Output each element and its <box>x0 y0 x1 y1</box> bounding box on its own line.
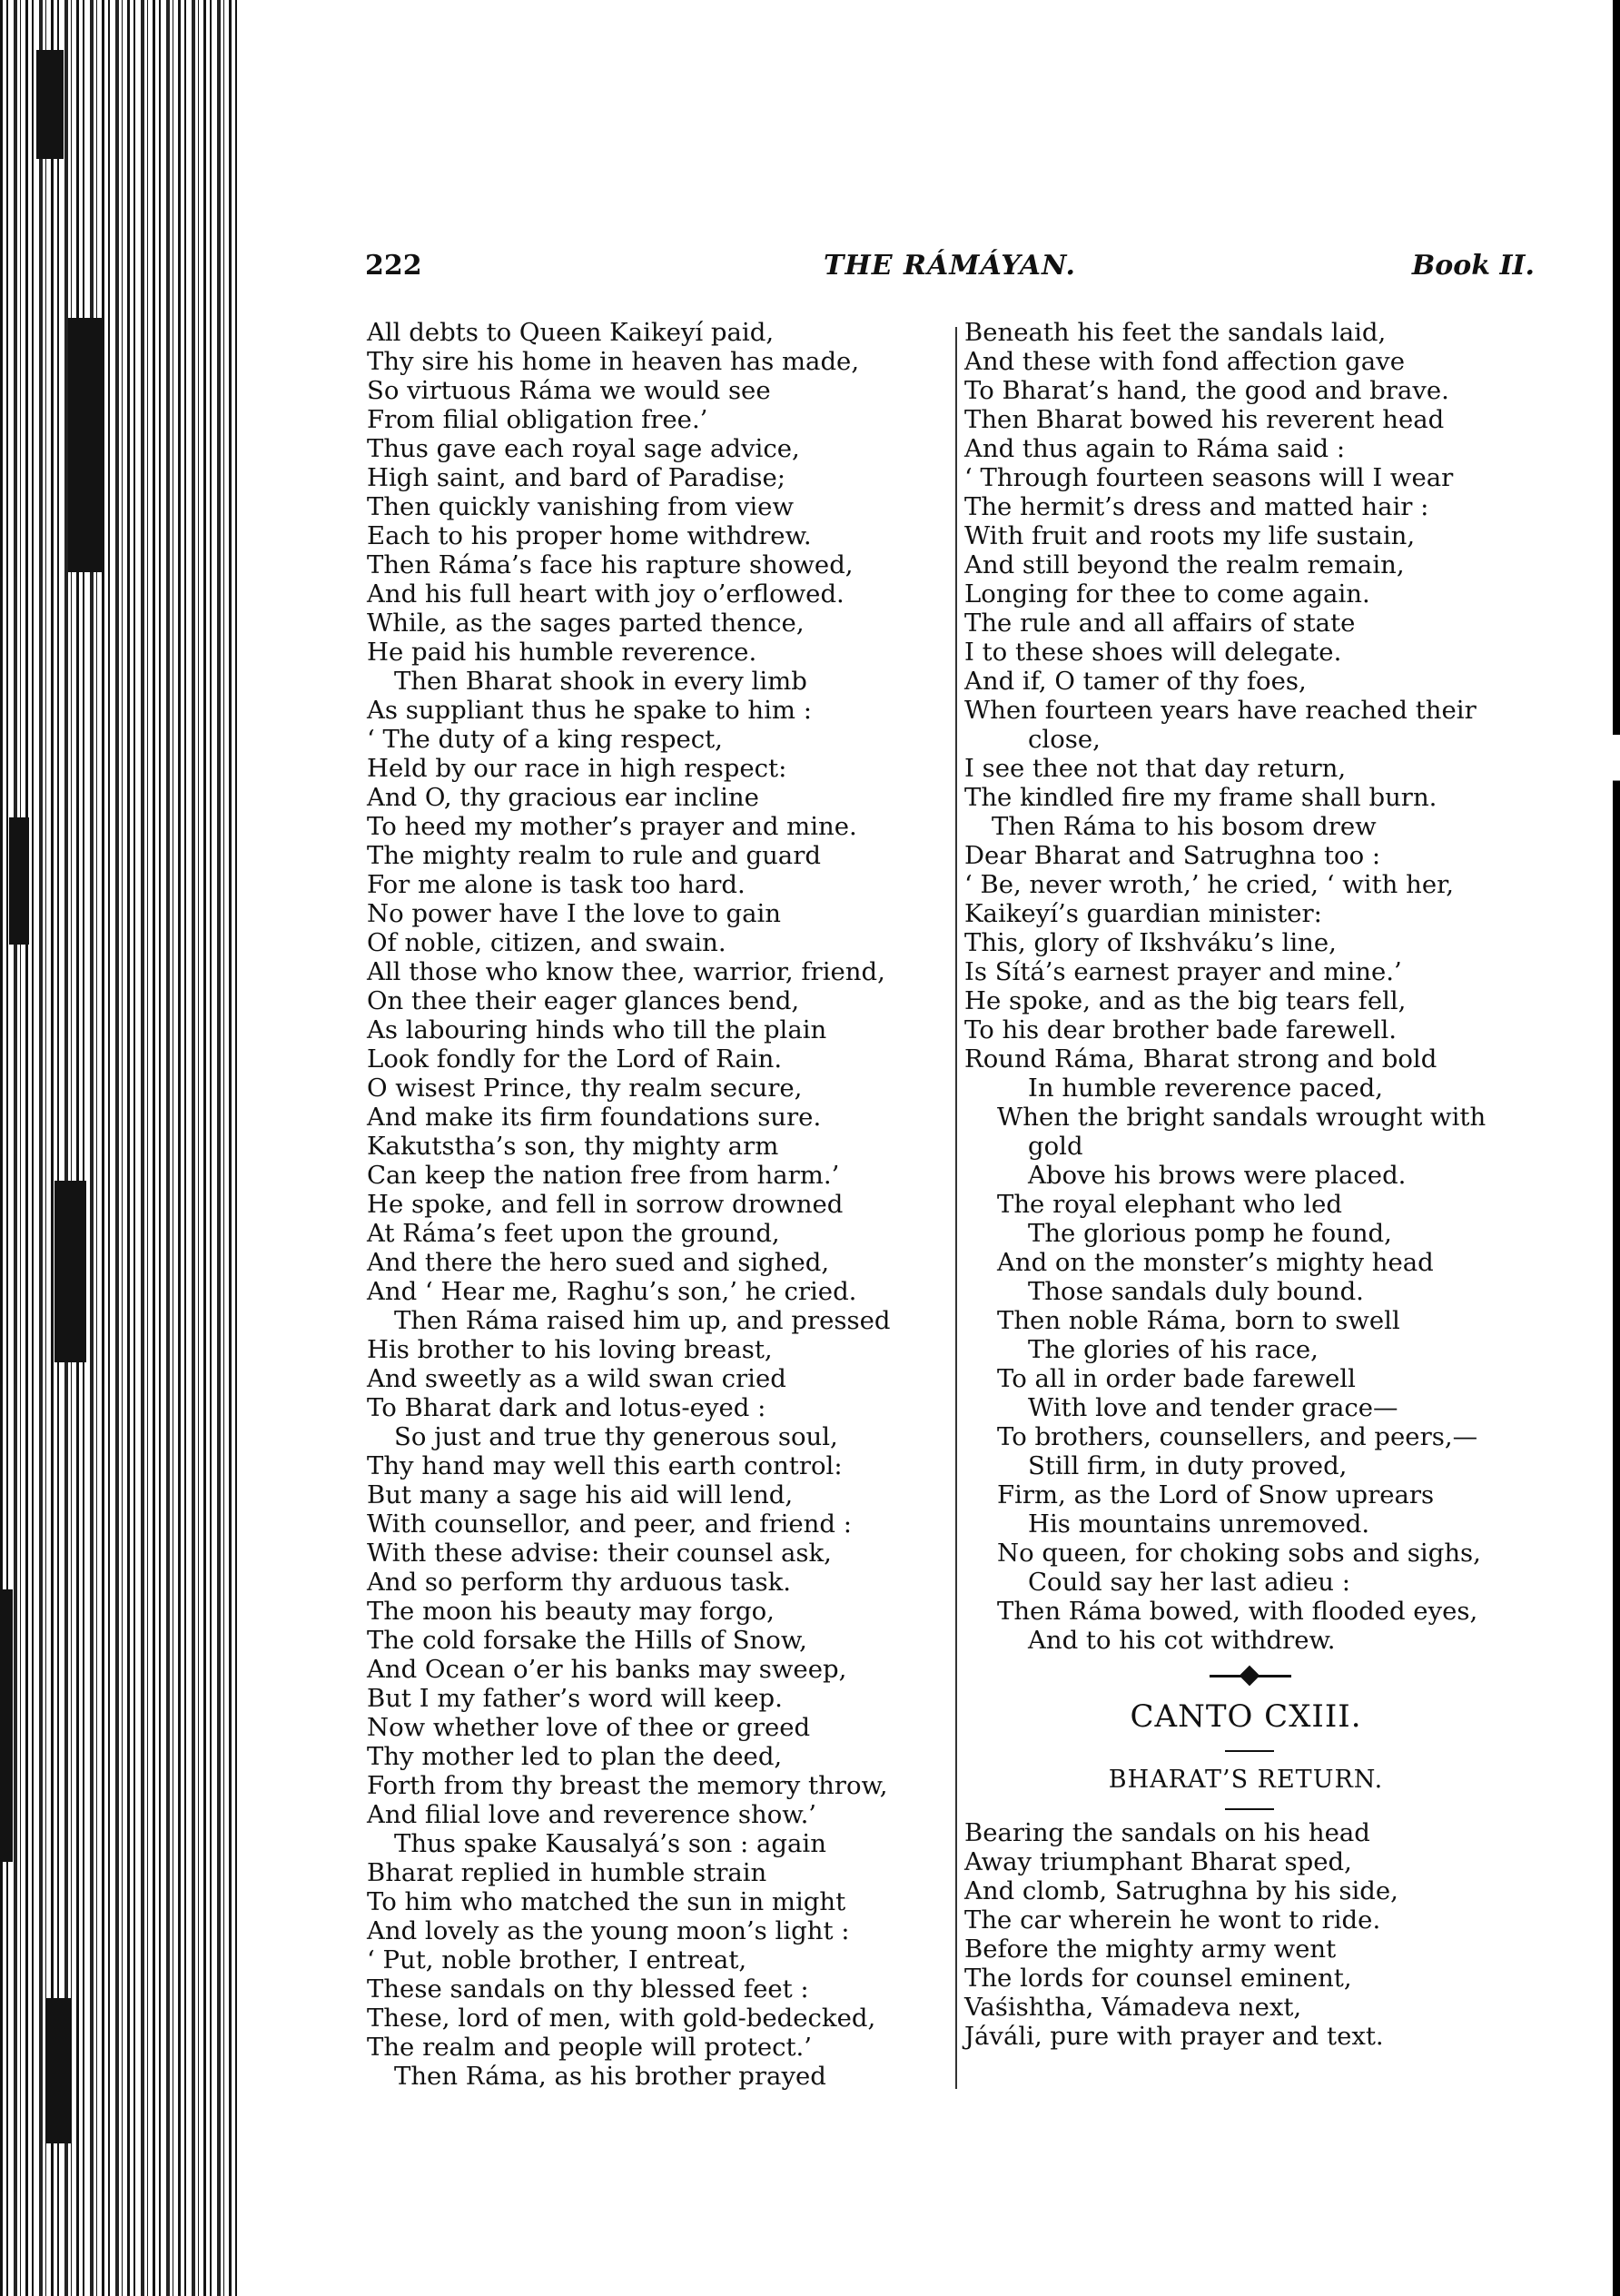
verse-line: The lords for counsel eminent, <box>964 1964 1352 1993</box>
scan-block <box>54 1181 86 1362</box>
verse-line: Thus gave each royal sage advice, <box>367 434 800 463</box>
verse-line: The glories of his race, <box>1028 1335 1319 1364</box>
verse-line: Beneath his feet the sandals laid, <box>964 318 1387 347</box>
verse-line: Thy sire his home in heaven has made, <box>367 347 860 376</box>
verse-line: And so perform thy arduous task. <box>367 1568 792 1597</box>
verse-line: ‘ Through fourteen seasons will I wear <box>964 463 1454 492</box>
verse-line: And on the monster’s mighty head <box>997 1248 1434 1277</box>
verse-line: Then noble Ráma, born to swell <box>997 1306 1400 1335</box>
verse-line: With love and tender grace— <box>1028 1393 1398 1422</box>
verse-line: Away triumphant Bharat sped, <box>964 1847 1352 1876</box>
verse-line: No queen, for choking sobs and sighs, <box>997 1539 1481 1568</box>
verse-line: Then Ráma raised him up, and pressed <box>394 1306 891 1335</box>
verse-line: ‘ The duty of a king respect, <box>367 725 723 754</box>
verse-line: Then Ráma, as his brother prayed <box>394 2062 826 2091</box>
verse-line: Thus spake Kausalyá’s son : again <box>394 1829 826 1858</box>
verse-line: And Ocean o’er his banks may sweep, <box>367 1655 847 1684</box>
verse-line: The hermit’s dress and matted hair : <box>964 492 1429 521</box>
verse-line: And filial love and reverence show.’ <box>367 1800 817 1829</box>
verse-line: He spoke, and fell in sorrow drowned <box>367 1190 844 1219</box>
verse-line: Above his brows were placed. <box>1028 1161 1407 1190</box>
verse-line: Round Ráma, Bharat strong and bold <box>964 1044 1437 1074</box>
verse-line: Kaikeyí’s guardian minister: <box>964 899 1322 928</box>
verse-line: All those who know thee, warrior, friend, <box>367 957 885 986</box>
verse-line: And there the hero sued and sighed, <box>367 1248 830 1277</box>
verse-line: On thee their eager glances bend, <box>367 986 800 1015</box>
canto-heading: CANTO CXIII. <box>1130 1698 1362 1735</box>
verse-line: To his dear brother bade farewell. <box>964 1015 1398 1044</box>
verse-line: And his full heart with joy o’erflowed. <box>367 579 845 609</box>
verse-line: And ‘ Hear me, Raghu’s son,’ he cried. <box>367 1277 857 1306</box>
verse-line: Then Bharat bowed his reverent head <box>964 405 1445 434</box>
verse-line: Vaśishtha, Vámadeva next, <box>964 1993 1302 2022</box>
verse-line: From filial obligation free.’ <box>367 405 708 434</box>
scan-block <box>9 817 29 945</box>
verse-line: To Bharat dark and lotus-eyed : <box>367 1393 766 1422</box>
verse-line: The car wherein he wont to ride. <box>964 1905 1381 1935</box>
verse-line: The moon his beauty may forgo, <box>367 1597 775 1626</box>
verse-line: High saint, and bard of Paradise; <box>367 463 786 492</box>
scan-block <box>68 318 104 572</box>
left-column <box>367 318 948 2091</box>
verse-line: Then Bharat shook in every limb <box>394 667 807 696</box>
verse-line: Bearing the sandals on his head <box>964 1818 1370 1847</box>
verse-line: O wisest Prince, thy realm secure, <box>367 1074 803 1103</box>
verse-line: Those sandals duly bound. <box>1028 1277 1364 1306</box>
heading-rule <box>964 1742 1527 1760</box>
verse-line: Thy hand may well this earth control: <box>367 1451 843 1480</box>
verse-line: The glorious pomp he found, <box>1028 1219 1392 1248</box>
verse-line: Is Sítá’s earnest prayer and mine.’ <box>964 957 1402 986</box>
heading-rule <box>964 1800 1527 1818</box>
verse-line: Forth from thy breast the memory throw, <box>367 1771 888 1800</box>
verse-line: The realm and people will protect.’ <box>367 2033 813 2062</box>
canto-title: BHARAT’S RETURN. <box>1108 1766 1384 1794</box>
verse-line: And clomb, Satrughna by his side, <box>964 1876 1398 1905</box>
verse-line: All debts to Queen Kaikeyí paid, <box>367 318 775 347</box>
verse-line: The mighty realm to rule and guard <box>367 841 821 870</box>
verse-line: Thy mother led to plan the deed, <box>367 1742 783 1771</box>
verse-line: While, as the sages parted thence, <box>367 609 805 638</box>
verse-line: ‘ Be, never wroth,’ he cried, ‘ with her, <box>964 870 1454 899</box>
verse-line: And thus again to Ráma said : <box>964 434 1346 463</box>
verse-line: In humble reverence paced, <box>1028 1074 1384 1103</box>
scan-block <box>0 1589 13 1862</box>
verse-line: Still firm, in duty proved, <box>1028 1451 1348 1480</box>
ornament-diamond <box>1240 1666 1260 1687</box>
section-ornament <box>964 1655 1527 1691</box>
verse-line: Then Ráma to his bosom drew <box>992 812 1377 841</box>
right-column <box>964 318 1546 2051</box>
verse-line: His mountains unremoved. <box>1028 1509 1370 1539</box>
verse-line: close, <box>1028 725 1101 754</box>
verse-line: Look fondly for the Lord of Rain. <box>367 1044 783 1074</box>
verse-line: To him who matched the sun in might <box>367 1887 846 1916</box>
verse-line: I to these shoes will delegate. <box>964 638 1342 667</box>
running-title: THE RÁMÁYAN. <box>824 250 1076 282</box>
verse-line: He spoke, and as the big tears fell, <box>964 986 1407 1015</box>
verse-line: I see thee not that day return, <box>964 754 1347 783</box>
verse-line: As labouring hinds who till the plain <box>367 1015 827 1044</box>
verse-line: This, glory of Ikshváku’s line, <box>964 928 1337 957</box>
verse-line: At Ráma’s feet upon the ground, <box>367 1219 780 1248</box>
verse-line: No power have I the love to gain <box>367 899 782 928</box>
verse-line: And to his cot withdrew. <box>1028 1626 1336 1655</box>
verse-line: To Bharat’s hand, the good and brave. <box>964 376 1449 405</box>
verse-line: And these with fond affection gave <box>964 347 1405 376</box>
verse-line: And O, thy gracious ear incline <box>367 783 759 812</box>
verse-line: And still beyond the realm remain, <box>964 550 1405 579</box>
verse-line: Firm, as the Lord of Snow uprears <box>997 1480 1435 1509</box>
verse-line: These, lord of men, with gold-bedecked, <box>367 2004 876 2033</box>
verse-line: Then Ráma’s face his rapture showed, <box>367 550 854 579</box>
verse-line: But I my father’s word will keep. <box>367 1684 783 1713</box>
verse-line: Could say her last adieu : <box>1028 1568 1350 1597</box>
verse-line: And make its firm foundations sure. <box>367 1103 822 1132</box>
verse-line: Before the mighty army went <box>964 1935 1337 1964</box>
verse-line: So just and true thy generous soul, <box>394 1422 838 1451</box>
verse-line: Dear Bharat and Satrughna too : <box>964 841 1381 870</box>
verse-line: Kakutstha’s son, thy mighty arm <box>367 1132 779 1161</box>
scan-edge-artifact <box>0 0 238 2296</box>
page-header <box>365 250 1535 295</box>
right-scan-edge <box>1613 0 1620 2296</box>
verse-line: With fruit and roots my life sustain, <box>964 521 1416 550</box>
verse-line: The royal elephant who led <box>997 1190 1343 1219</box>
verse-line: Then Ráma bowed, with flooded eyes, <box>997 1597 1478 1626</box>
verse-line: To brothers, counsellers, and peers,— <box>997 1422 1478 1451</box>
verse-line: His brother to his loving breast, <box>367 1335 773 1364</box>
verse-line: Longing for thee to come again. <box>964 579 1370 609</box>
scan-block <box>45 1998 71 2143</box>
verse-line: Can keep the nation free from harm.’ <box>367 1161 840 1190</box>
verse-line: And if, O tamer of thy foes, <box>964 667 1307 696</box>
verse-line: These sandals on thy blessed feet : <box>367 1974 809 2004</box>
verse-line: For me alone is task too hard. <box>367 870 746 899</box>
scan-block <box>36 50 64 159</box>
verse-line: Bharat replied in humble strain <box>367 1858 767 1887</box>
verse-line: He paid his humble reverence. <box>367 638 757 667</box>
book-label: Book II. <box>1411 250 1535 282</box>
verse-line: The kindled fire my frame shall burn. <box>964 783 1437 812</box>
verse-line: Held by our race in high respect: <box>367 754 787 783</box>
verse-line: And sweetly as a wild swan cried <box>367 1364 786 1393</box>
verse-line: Jáváli, pure with prayer and text. <box>964 2022 1384 2051</box>
verse-line: To heed my mother’s prayer and mine. <box>367 812 857 841</box>
verse-line: Of noble, citizen, and swain. <box>367 928 726 957</box>
verse-line: But many a sage his aid will lend, <box>367 1480 794 1509</box>
verse-line: To all in order bade farewell <box>997 1364 1356 1393</box>
verse-line: With these advise: their counsel ask, <box>367 1539 832 1568</box>
verse-line: And lovely as the young moon’s light : <box>367 1916 850 1945</box>
verse-line: The cold forsake the Hills of Snow, <box>367 1626 807 1655</box>
page-number: 222 <box>365 250 422 282</box>
verse-line: So virtuous Ráma we would see <box>367 376 771 405</box>
verse-line: The rule and all affairs of state <box>964 609 1356 638</box>
verse-line: When fourteen years have reached their <box>964 696 1477 725</box>
column-divider <box>955 327 957 2089</box>
verse-line: When the bright sandals wrought with <box>997 1103 1487 1132</box>
verse-line: Now whether love of thee or greed <box>367 1713 811 1742</box>
verse-line: Then quickly vanishing from view <box>367 492 794 521</box>
verse-line: ‘ Put, noble brother, I entreat, <box>367 1945 747 1974</box>
verse-line: With counsellor, and peer, and friend : <box>367 1509 852 1539</box>
verse-line: gold <box>1028 1132 1083 1161</box>
verse-line: As suppliant thus he spake to him : <box>367 696 813 725</box>
verse-line: Each to his proper home withdrew. <box>367 521 812 550</box>
